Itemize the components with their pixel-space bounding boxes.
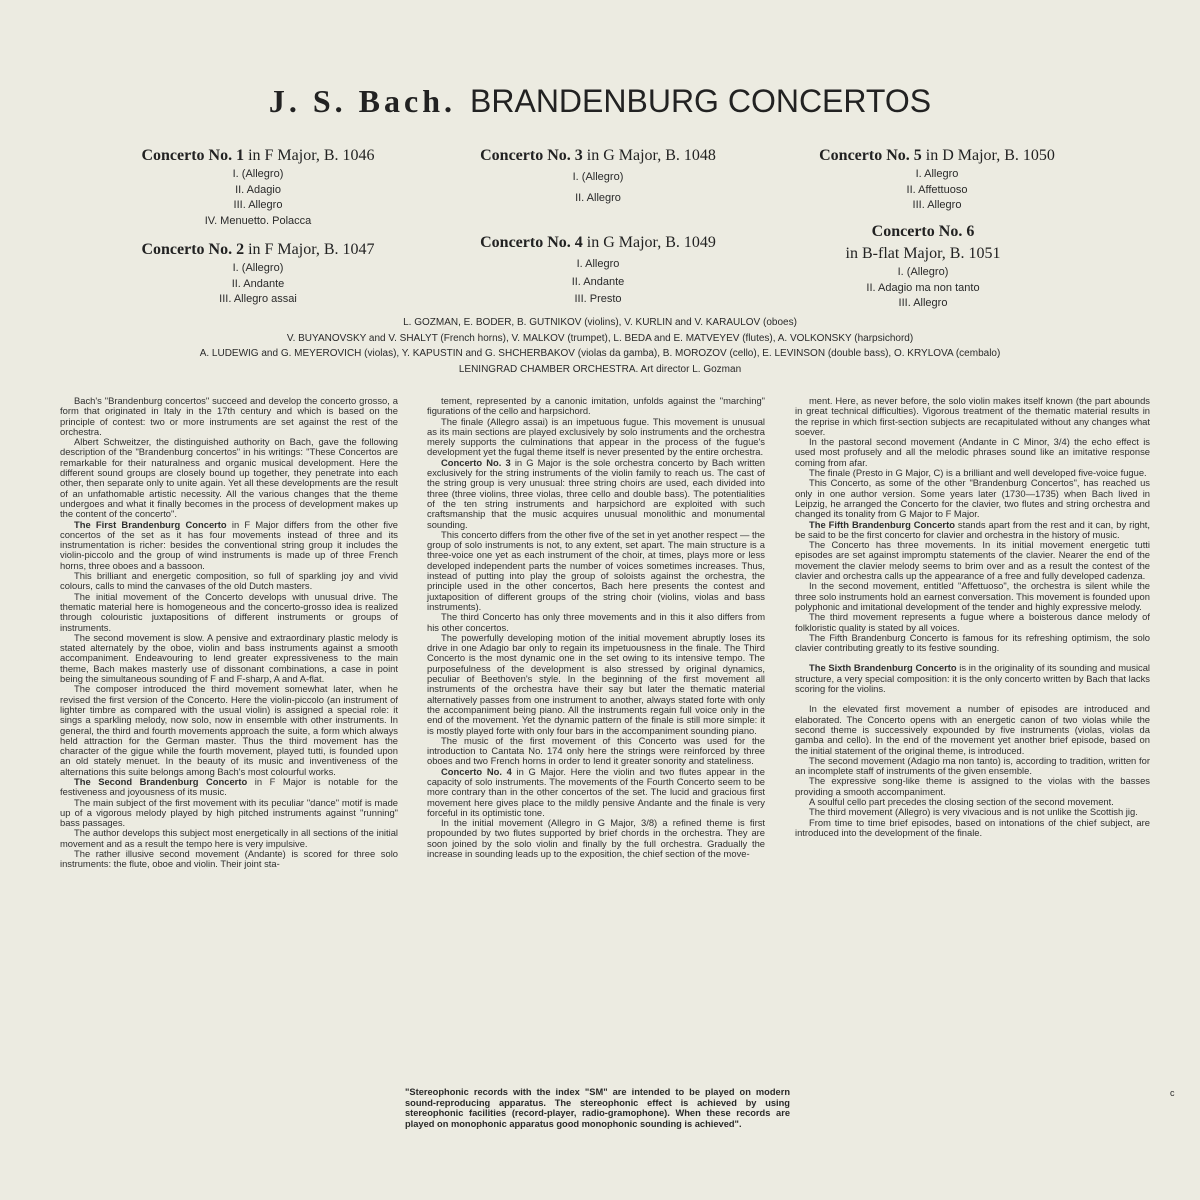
note-text: The powerfully developing motion of the initial movement abruptly loses its drive in one Adagio bar only to regain its impetuousness in the finale. The Third Concerto is the most dynamic one in the set owing to its intensive tempo. The purposefulness of the development is also stressed by original dynamics, peculiar of Beethoven's style. In the beginning of the first movement all instruments of the orchestra have their say but later the thematic material alternatively passes from one instrument to another, always stated forte with only the accompaniment being piano. All the instruments regain full voice only in the end of the movement. Yet the dynamic pattern of the finale is still more simple: it is mostly played forte with only four bars in the accompaniment sounding piano. <box>427 631 765 736</box>
movement: II. Adagio <box>235 183 281 196</box>
note-paragraph <box>427 818 765 859</box>
note-text: This concerto differs from the other five of the set in yet another respect — the group of solo instruments is not, to any extent, set apart. The main structure is a three-voice one yet as each instrument of the choir, at times, plays more or less developed independent parts the number of voices sometimes increases. Thus, instead of putting into play the group of soloists against the orchestra, the principle used in the other concertos, Bach here presents the contest and juxtaposition of different groups of the string choir (violins, violas and bass instruments). <box>427 528 765 612</box>
concerto-label: Concerto No. 3 <box>480 147 583 164</box>
concerto-label: Concerto No. 1 <box>141 147 245 164</box>
note-text: In the initial movement (Allegro in G Major, 3/8) a refined theme is first propounded by two flutes supported by brief chords in the orchestra. They are soon joined by the solo violin and finally by the full orchestra. Gradually the increase in sounding leads up to the exposition, the chief section of the move- <box>427 817 765 860</box>
note-paragraph <box>60 571 398 592</box>
note-text: The music of the first movement of this Concerto was used for the introduction to Cantata No. 174 only here the strings were reinforced by three oboes and two French horns in order to lend it greater sonority and stateliness. <box>427 734 765 767</box>
note-text: The composer introduced the third movement somewhat later, when he revised the first version of the Concerto. Here the violin-piccolo (an instrument of lighter timbre as compared with the usual violin) is assigned a special role: it sings a sparkling melody, now solo, now in ensemble with other instruments. In general, the third and fourth movements approach the suite, a form which always held attraction for the German master. Thus the third movement has the character of the gigue while the fourth movement, played tutti, is founded upon an old stately menuet. In the beauty of its music and inventiveness of the alternations this suite belongs among Bach's most colourful works. <box>60 683 398 777</box>
note-paragraph <box>795 818 1150 839</box>
note-paragraph <box>60 437 398 519</box>
note-paragraph <box>427 396 765 417</box>
note-text: This Concerto, as some of the other "Brandenburg Concertos", has reached us only in one author version. Some years later (1730—1735) when Bach lived in Leipzig, he arranged the Concerto for the clavier, two flutes and string orchestra and changed its tonality from G Major to F Major. <box>795 477 1150 520</box>
note-text: Albert Schweitzer, the distinguished authority on Bach, gave the following description of the "Brandenburg concertos" in his writings: "These Concertos are remarkable for their naturalness and organic musical development. Here the different sound groups are closely bound up together, they penetrate into each other, then separate only to unite again. Yet all these developments are the result of an unfathomable artistic necessity. All the various changes that the theme undergoes and what it finally becomes in the process of development makes up the content of the concerto". <box>60 436 398 520</box>
note-paragraph <box>795 612 1150 633</box>
note-text: The finale (Allegro assai) is an impetuous fugue. This movement is unusual as its main sections are played exclusively by solo instruments and the orchestra merely supports the culminations that appear in the process of the fugue's development yet the fugal theme itself is never presented by the entire orchestra. <box>427 415 765 458</box>
note-text: The third movement represents a fugue where a boisterous dance melody of folkloristic quality is stated by all voices. <box>795 611 1150 633</box>
note-text: The expressive song-like theme is assigned to the violas with the basses providing a smooth accompaniment. <box>795 775 1150 797</box>
note-text: is in the originality of its sounding and musical structure, a very special composition: it is the only concerto written by Bach that lacks scoring for the violins. <box>795 662 1151 695</box>
note-paragraph <box>795 396 1150 437</box>
note-text: The Fifth Brandenburg Concerto is famous for its refreshing optimism, the solo clavier contributing greatly to its festive sounding. <box>795 631 1150 654</box>
note-text: in F Major differs from the other five concertos of the set as it has four movements instead of three and its instrumentation is richer: besides the conventional string group it includes the violin-piccolo and the group of wind instruments is made up of three French horns, three oboes and a bassoon. <box>60 518 398 571</box>
note-paragraph <box>795 540 1150 581</box>
note-text: The second movement (Adagio ma non tanto) is, according to tradition, written for an incomplete staff of instruments of the given ensemble. <box>795 754 1150 777</box>
movement: III. Allegro assai <box>219 293 297 305</box>
note-text: In the pastoral second movement (Andante in C Minor, 3/4) the echo effect is used most profusely and all the melodic phrases sound like an imitative response coming from afar. <box>795 436 1150 468</box>
movement: II. Affettuoso <box>906 183 968 196</box>
concerto-3 <box>448 145 748 206</box>
note-heading: The Second Brandenburg Concerto <box>74 775 248 787</box>
note-text: The author develops this subject most energetically in all sections of the initial movement and as a result the tempo here is very impulsive. <box>60 827 398 849</box>
note-text: The initial movement of the Concerto develops with unusual drive. The thematic material here is homogeneous and the concerto-grosso idea is realized through colouristic juxtapositions of different instruments or groups of instruments. <box>60 590 398 633</box>
movement: I. (Allegro) <box>232 168 284 180</box>
movement: II. Allegro <box>575 191 621 204</box>
concerto-key: in G Major, B. 1048 <box>582 147 716 164</box>
note-paragraph <box>60 849 398 870</box>
credit-line: L. GOZMAN, E. BODER, B. GUTNIKOV (violins), V. KURLIN and V. KARAULOV (oboes) <box>403 317 797 328</box>
note-heading: Concerto No. 3 <box>441 456 511 468</box>
note-paragraph <box>427 612 765 633</box>
note-heading: The Sixth Brandenburg Concerto <box>809 662 957 674</box>
concerto-label: Concerto No. 5 <box>819 147 922 164</box>
note-paragraph <box>60 828 398 849</box>
credit-line: V. BUYANOVSKY and V. SHALYT (French horns), V. MALKOV (trumpet), L. BEDA and E. MATVEYEV (flutes), A. VOLKONSKY (harpsichord) <box>286 332 914 344</box>
composer-name: J. S. Bach. <box>268 83 457 119</box>
note-text: in G Major is the sole orchestra concerto by Bach written exclusively for the string instruments of the violin family to reach us. The cast of the string group is very unusual: three string choirs are used, each divided into three (three violins, three violas, three cello and double bass). The potentialities of the ten string instruments and harpsichord are exploited with such craftsmanship that the music acquires unusual monolithic and monumental sounding. <box>427 456 765 530</box>
liner-notes-column-2 <box>427 396 765 859</box>
movement: II. Adagio ma non tanto <box>866 281 980 294</box>
note-text: Bach's "Brandenburg concertos" succeed and develop the concerto grosso, a form that originated in Italy in the 17th century and which is based on the principle of contest: two or more instruments are set against the rest of the orchestra. <box>60 395 398 437</box>
note-paragraph <box>795 478 1150 519</box>
concerto-5 <box>787 145 1087 214</box>
concerto-1 <box>108 145 408 229</box>
performer-credits <box>40 315 1160 377</box>
note-text: in G Major. Here the violin and two flutes appear in the capacity of solo instruments. The movements of the Fourth Concerto seem to be more contrary than in the other concertos of the set. The lucid and gracious first movement here gives place to the mildly pensive Andante and the finale is very forceful in its optimistic tone. <box>427 765 765 818</box>
movement: III. Allegro <box>898 297 948 309</box>
note-text: The third Concerto has only three movements and in this it also differs from his other concertos. <box>427 611 765 633</box>
note-paragraph <box>60 684 398 777</box>
liner-notes-column-1 <box>60 396 398 870</box>
concerto-key: in F Major, B. 1046 <box>244 147 375 164</box>
note-text: In the second movement, entitled "Affettuoso", the orchestra is silent while the three solo instruments hold an earnest conversation. This movement is founded upon polyphonic and imitational development of the tender and highly expressive melody. <box>795 580 1150 612</box>
work-title: BRANDENBURG CONCERTOS <box>470 83 932 119</box>
concerto-title <box>108 145 408 167</box>
stereo-notice: "Stereophonic records with the index "SM" are intended to be played on modern sound-reproducing apparatus. The stereophonic effect is achieved by using stereophonic facilities (record-player, radio-gramophone). When these records are played on monophonic apparatus good monophonic sounding is achieved". <box>405 1087 790 1129</box>
movement: I. (Allegro) <box>232 262 284 274</box>
note-text: tement, represented by a canonic imitation, unfolds against the "marching" figurations of the cello and harpsichord. <box>427 395 765 417</box>
note-heading: The Fifth Brandenburg Concerto <box>809 518 955 530</box>
page-title <box>0 80 1200 122</box>
movement: I. Allegro <box>576 258 620 270</box>
concerto-key: in D Major, B. 1050 <box>921 147 1055 164</box>
concerto-title <box>108 239 408 261</box>
note-paragraph <box>427 736 765 767</box>
note-paragraph <box>427 633 765 736</box>
movement: III. Presto <box>574 293 622 305</box>
note-text: in F Major is notable for the festiveness and joyousness of its music. <box>60 775 398 798</box>
note-paragraph <box>795 437 1150 468</box>
note-paragraph <box>795 633 1150 654</box>
movement: I. (Allegro) <box>897 266 949 278</box>
concerto-title <box>773 221 1073 243</box>
note-text: In the elevated first movement a number of episodes are introduced and elaborated. The Concerto opens with an energetic canon of two violas while the second theme is successively expounded by five instruments (violas, violas da gamba and cello). In the end of the movement yet another brief episode, based on the initial statement of the original theme, is introduced. <box>795 703 1150 756</box>
movement: II. Andante <box>571 275 625 288</box>
note-heading: Concerto No. 4 <box>441 765 512 777</box>
concerto-key: in G Major, B. 1049 <box>582 234 716 251</box>
concerto-label: Concerto No. 4 <box>480 234 583 251</box>
credit-line: A. LUDEWIG and G. MEYEROVICH (violas), Y. KAPUSTIN and G. SHCHERBAKOV (violas da gamba), B. MOROZOV (cello), E. LEVINSON (double bass), O. KRYLOVA (cembalo) <box>199 348 1001 359</box>
note-text: This brilliant and energetic composition, so full of sparkling joy and vivid colours, calls to mind the canvases of the old Dutch masters. <box>60 570 398 592</box>
concerto-2 <box>108 239 408 308</box>
corner-mark: c <box>1170 1088 1175 1098</box>
note-paragraph <box>60 798 398 829</box>
movement: I. Allegro <box>915 168 959 180</box>
liner-notes-column-3 <box>795 396 1150 838</box>
concerto-4 <box>448 232 748 308</box>
note-paragraph <box>60 633 398 684</box>
concerto-title <box>448 232 748 254</box>
note-paragraph <box>427 458 765 530</box>
note-text: ment. Here, as never before, the solo violin makes itself known (the part abounds in great technical difficulties). Vigorous treatment of the thematic material results in the reprise in which first-section subjects are recapitulated without any changes what soever. <box>795 395 1150 437</box>
concerto-title <box>787 145 1087 167</box>
note-text: The second movement is slow. A pensive and extraordinary plastic melody is stated alternately by the oboe, violin and bass instruments against a smooth accompaniment. Endeavouring to lend greater expressiveness to the main theme, Bach makes masterly use of dissonant combinations, a case in point being the simultaneous sounding of F and F-sharp, A and A-flat. <box>60 631 398 685</box>
note-paragraph <box>60 396 398 437</box>
note-paragraph <box>60 520 398 571</box>
note-paragraph <box>795 520 1150 541</box>
note-text: A soulful cello part precedes the closing section of the second movement. <box>809 795 1114 807</box>
note-paragraph <box>60 592 398 633</box>
concerto-title <box>448 145 748 167</box>
movement: III. Allegro <box>233 199 283 211</box>
concerto-6 <box>773 221 1073 312</box>
note-paragraph <box>795 776 1150 797</box>
concerto-key: in B-flat Major, B. 1051 <box>845 245 1001 262</box>
note-text: The finale (Presto in G Major, C) is a brilliant and well developed five-voice fugue. <box>809 467 1147 479</box>
credit-line: LENINGRAD CHAMBER ORCHESTRA. Art director L. Gozman <box>458 363 742 375</box>
movement: III. Allegro <box>912 199 962 211</box>
note-paragraph <box>427 417 765 458</box>
concerto-label: Concerto No. 6 <box>871 223 975 240</box>
note-heading: The First Brandenburg Concerto <box>74 518 227 530</box>
note-paragraph <box>795 581 1150 612</box>
movement: II. Andante <box>231 277 285 290</box>
movement: I. (Allegro) <box>572 171 624 183</box>
note-text: From time to time brief episodes, based on intonations of the chief subject, are introduced into the development of the finale. <box>795 816 1150 838</box>
concerto-key: in F Major, B. 1047 <box>244 241 375 258</box>
note-text: The rather illusive second movement (Andante) is scored for three solo instruments: the flute, oboe and violin. Their joint sta- <box>60 848 398 870</box>
note-paragraph <box>427 530 765 612</box>
note-text: stands apart from the rest and it can, by right, be said to be the first concerto for clavier and orchestra in the history of music. <box>795 518 1150 540</box>
note-paragraph <box>427 767 765 818</box>
movement: IV. Menuetto. Polacca <box>204 214 312 227</box>
note-paragraph <box>795 663 1150 694</box>
note-text: The Concerto has three movements. In its initial movement energetic tutti episodes are set against impromptu statements of the clavier. Nearer the end of the movement the clavier melody seems to brim over and as a result the contest of the clavier and orchestra calls up the appearance of a free and fully developed cadenza. <box>795 539 1150 582</box>
note-paragraph <box>795 704 1150 755</box>
note-paragraph <box>795 756 1150 777</box>
note-text: The main subject of the first movement with its peculiar "dance" motif is made up of a vigorous melody played by high pitched instruments against "running" bass passages. <box>60 796 398 829</box>
note-paragraph <box>60 777 398 798</box>
concerto-label: Concerto No. 2 <box>141 241 245 258</box>
note-text: The third movement (Allegro) is very vivacious and is not unlike the Scottish jig. <box>809 806 1138 818</box>
